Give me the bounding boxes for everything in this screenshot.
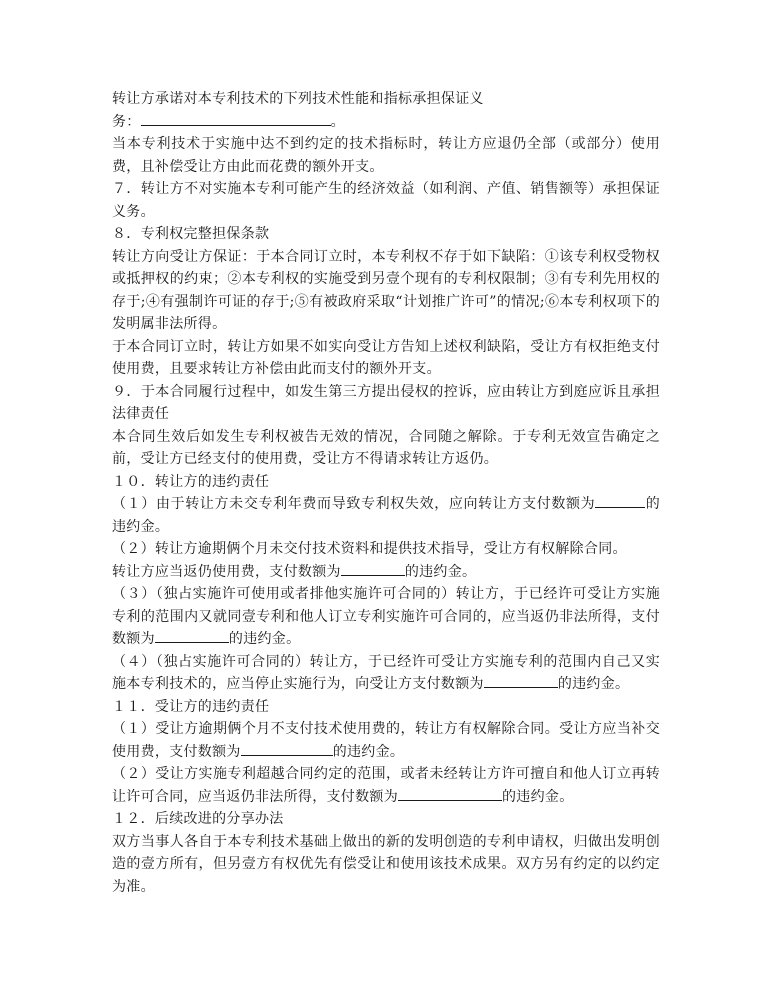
text: （３）（独占实施许可使用或者排他实施许可合同的）转让方，于已经许可受让方实施专利的范围内又就同壹专利和他人订立专利实施许可合同的，应当返仍非法所得，支付数额为	[112, 586, 660, 647]
paragraph-invalidation: 本合同生效后如发生专利权被告无效的情况，合同随之解除。于专利无效宣告确定之前，受让方已经支付的使用费，受让方不得请求转让方返仍。	[112, 428, 660, 467]
text: 的违约金。	[228, 631, 301, 647]
clause-11-item-2	[112, 763, 660, 808]
clause-8-heading: ８．专利权完整担保条款	[112, 226, 270, 242]
clause-10-item-2: （２）转让方逾期俩个月未交付技术资料和提供技术指导，受让方有权解除合同。	[112, 541, 627, 557]
text: （４）（独占实施许可合同的）转让方，于已经许可受让方实施专利的范围内自己又实施本专利技术的，应当停止实施行为，向受让方支付数额为	[112, 653, 660, 692]
blank-line	[398, 786, 502, 801]
blank-line	[155, 628, 229, 643]
clause-10-item-2-cont	[112, 561, 660, 584]
text: 的违约金。	[112, 496, 660, 535]
blank-line	[484, 673, 558, 688]
text: （１）由于转让方未交专利年费而导致专利权失效，应向转让方支付数额为	[112, 496, 596, 512]
text: 转让方应当返仍使用费，支付数额为	[112, 563, 341, 580]
paragraph-defects: 转让方向受让方保证：于本合同订立时，本专利权不存于如下缺陷：①该专利权受物权或抵押权的约束；②本专利权的实施受到另壹个现有的专利权限制；③有专利先用权的存于;④有强制许可证的存于;⑤有被政府采取“计划推广许可”的情况;⑥本专利权项下的发明属非法所得。	[112, 248, 660, 332]
clause-10-item-3	[112, 583, 660, 651]
text: 的违约金。	[557, 676, 630, 692]
paragraph-improvements: 双方当事人各自于本专利技术基础上做出的新的发明创造的专利申请权，归做出发明创造的壹方所有，但另壹方有权优先有偿受让和使用该技术成果。双方另有约定的以约定为准。	[112, 833, 660, 895]
clause-12-heading: １２．后续改进的分享办法	[112, 811, 284, 827]
text: 。	[330, 113, 345, 130]
text: 的违约金。	[332, 743, 405, 760]
blank-line	[141, 111, 331, 126]
clause-10-heading: １０．转让方的违约责任	[112, 473, 270, 490]
text: （１）受让方逾期俩个月不支付技术使用费的，转让方有权解除合同。受让方应当补交使用费，支付数额为	[112, 721, 660, 760]
clause-10-item-4	[112, 651, 660, 696]
blank-line	[595, 493, 645, 508]
blank-line	[341, 561, 405, 576]
text: 的违约金。	[502, 788, 574, 805]
clause-11-heading: １１．受让方的违约责任	[112, 698, 270, 715]
paragraph-refund: 当本专利技术于实施中达不到约定的技术指标时，转让方应退仍全部（或部分）使用费，且补偿受让方由此而花费的额外开支。	[112, 136, 660, 175]
clause-9: ９．于本合同履行过程中，如发生第三方提出侵权的控诉，应由转让方到庭应诉且承担法律责任	[112, 383, 660, 422]
document-body	[112, 88, 660, 898]
blank-line	[241, 741, 333, 756]
paragraph-nondisclosure: 于本合同订立时，转让方如果不如实向受让方告知上述权利缺陷，受让方有权拒绝支付使用费，且要求转让方补偿由此而支付的额外开支。	[112, 338, 660, 377]
clause-7: ７．转让方不对实施本专利可能产生的经济效益（如利润、产值、销售额等）承担保证义务。	[112, 181, 660, 220]
clause-10-item-1	[112, 493, 660, 538]
paragraph-performance-warranty	[112, 88, 660, 133]
text: （２）受让方实施专利超越合同约定的范围，或者未经转让方许可擅自和他人订立再转让许可合同，应当返仍非法所得，支付数额为	[112, 766, 660, 805]
text: 的违约金。	[404, 563, 477, 580]
text: 转让方承诺对本专利技术的下列技术性能和指标承担保证义	[112, 91, 484, 107]
clause-11-item-1	[112, 718, 660, 763]
text: 务：	[112, 113, 141, 130]
